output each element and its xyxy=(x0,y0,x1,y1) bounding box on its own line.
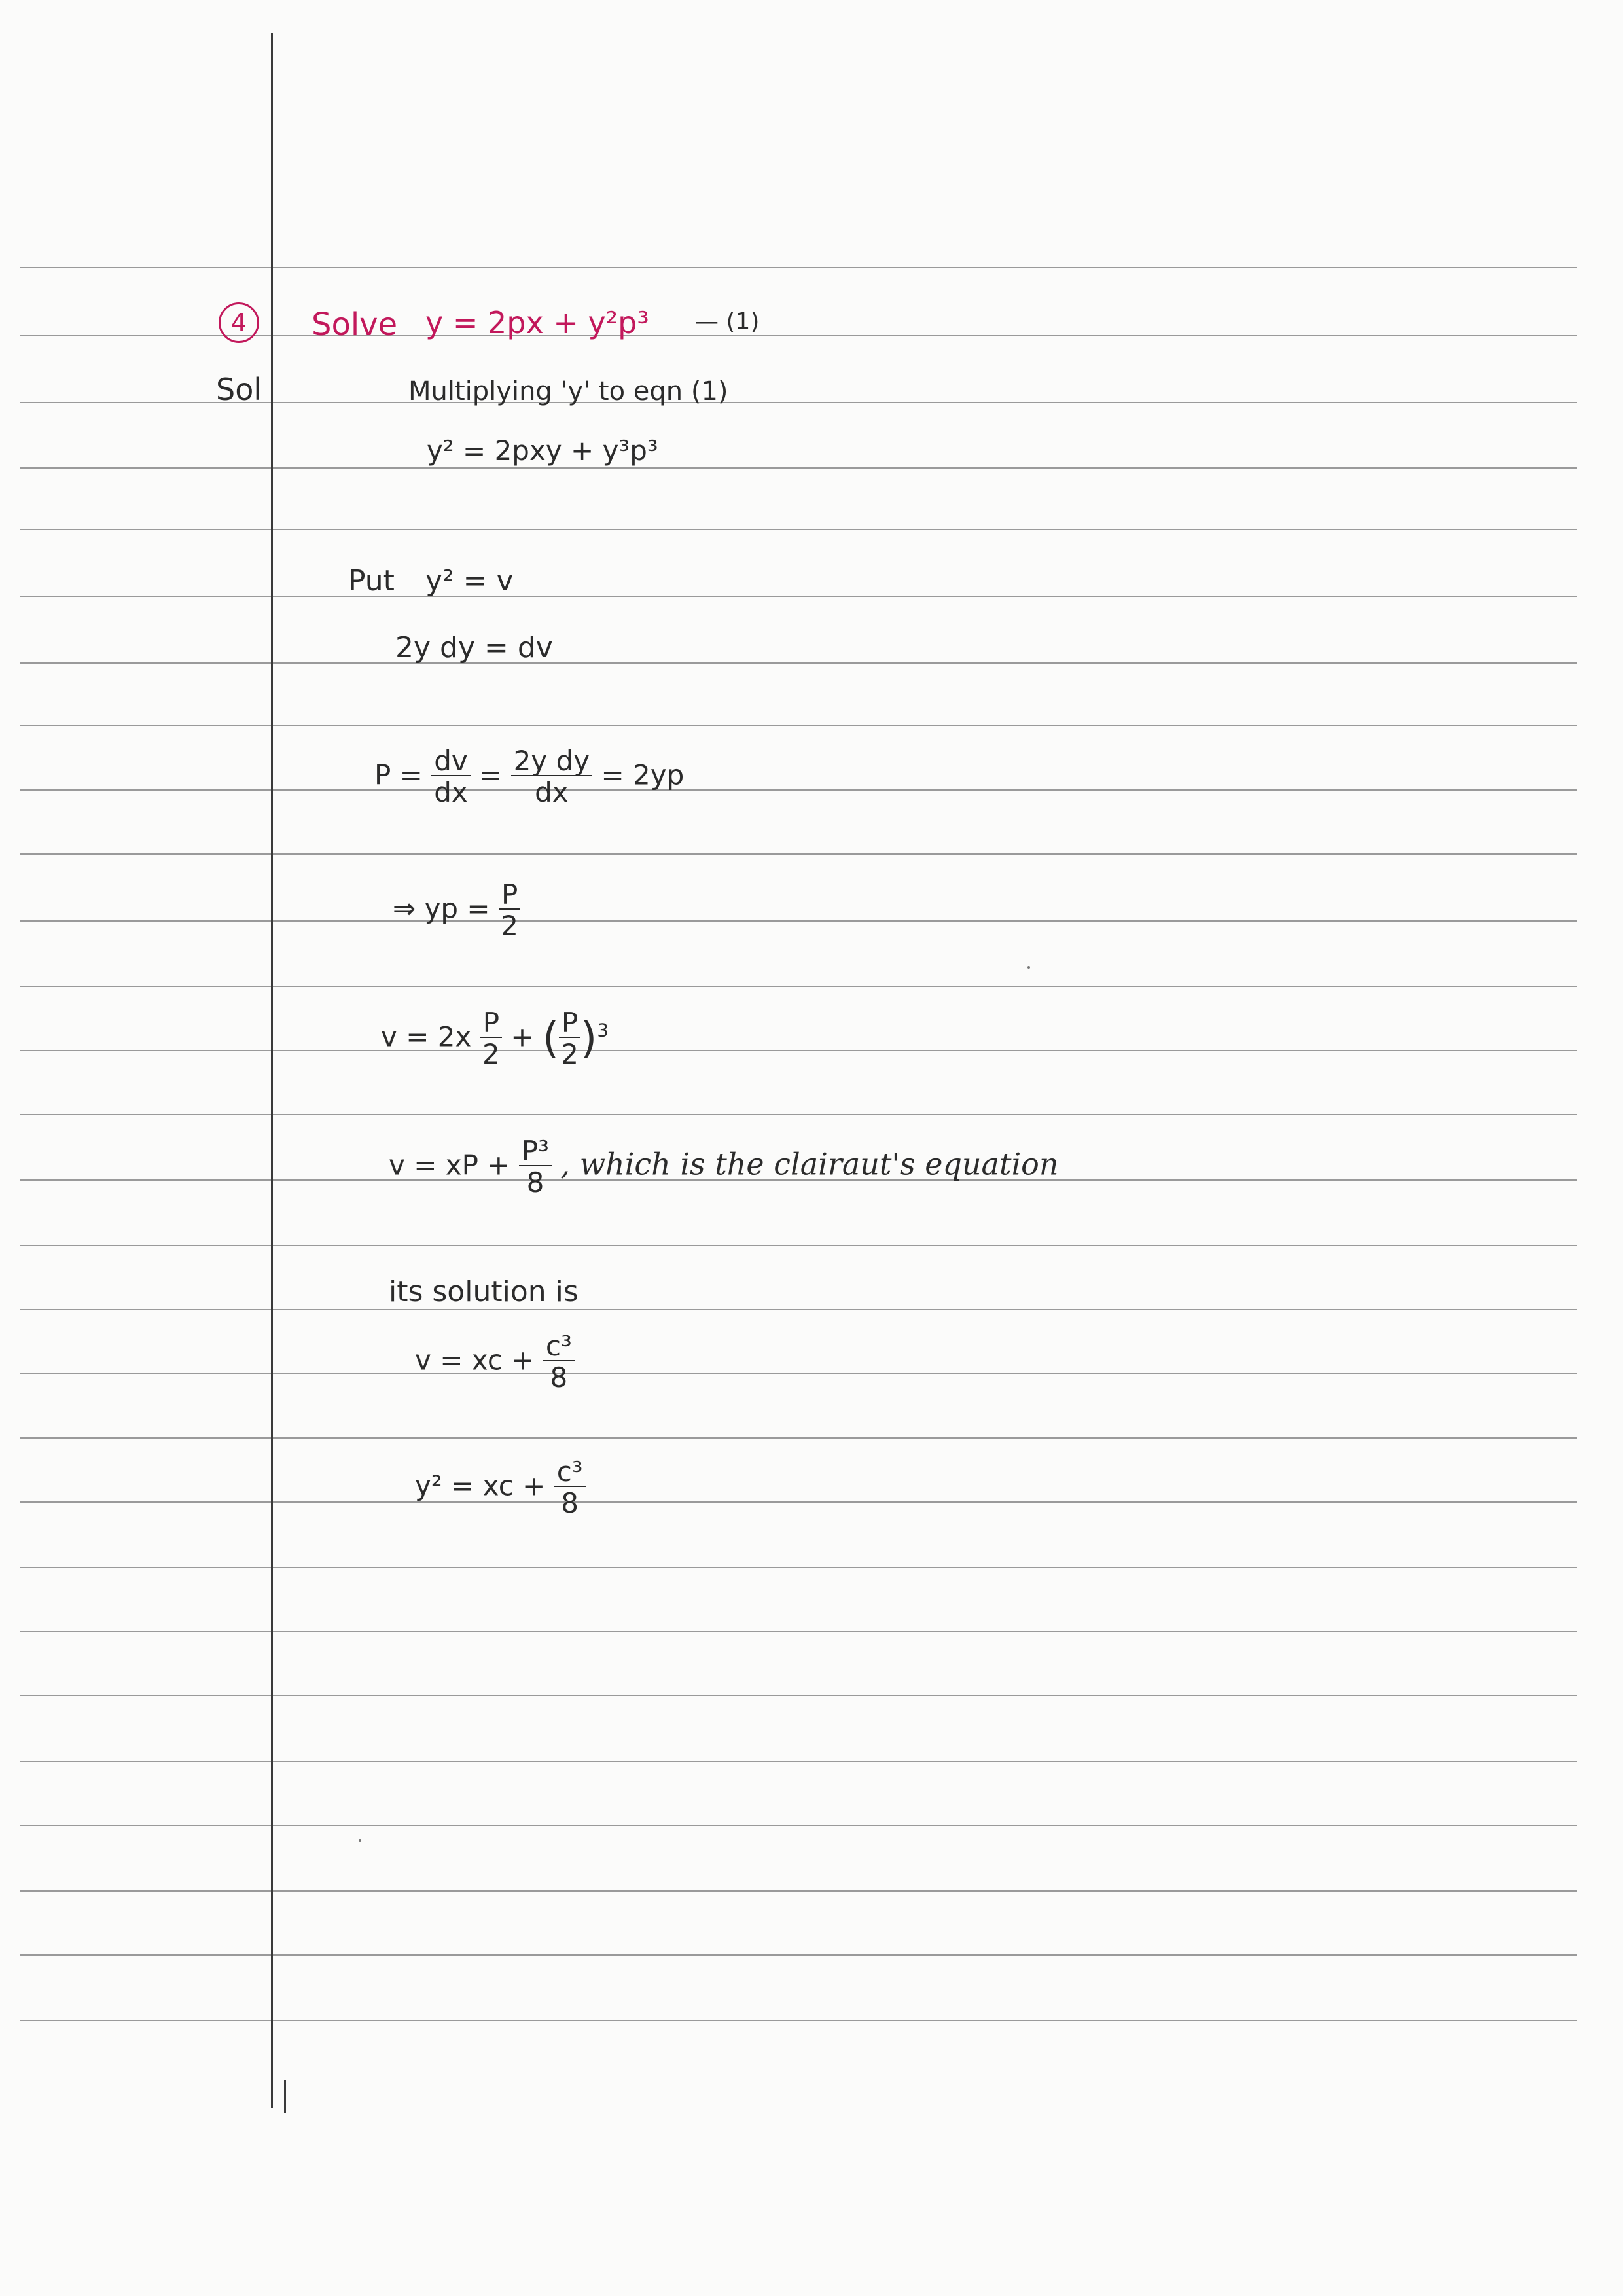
ruled-line xyxy=(20,1245,1577,1246)
ruled-line xyxy=(20,1050,1577,1051)
ruled-line xyxy=(20,1567,1577,1568)
ruled-line xyxy=(20,596,1577,597)
sol1-fraction xyxy=(543,1330,575,1393)
subst-fraction-2 xyxy=(559,1009,580,1068)
multiply-step: Multiplying 'y' to eqn (1) xyxy=(408,376,728,406)
p-cubed-over-8-fraction xyxy=(519,1135,552,1198)
ruled-line xyxy=(20,1825,1577,1826)
ruled-line xyxy=(20,1114,1577,1115)
sol1-lhs: v = xc + xyxy=(415,1344,535,1376)
p-rhs: = 2yp xyxy=(601,759,685,791)
ruled-line xyxy=(20,1631,1577,1632)
question-number: 4 xyxy=(219,302,259,343)
p-lhs: P = xyxy=(374,759,423,791)
ruled-line xyxy=(20,725,1577,726)
sol2-lhs: y² = xc + xyxy=(415,1469,546,1502)
implies-line xyxy=(393,878,520,942)
ruled-line xyxy=(20,1954,1577,1956)
substituted-equation: v = 2x $\frac{P}{2}$ + ( $\frac{P}{2}$ )$^3$ xyxy=(381,1007,609,1070)
subst-fraction-1-denominator: 2 xyxy=(482,1038,500,1070)
general-solution-y xyxy=(415,1458,586,1517)
clairaut-note: , which is the clairaut's equation xyxy=(560,1146,1059,1182)
ruled-line xyxy=(20,1501,1577,1503)
p-cubed-denominator: 8 xyxy=(526,1166,544,1198)
problem-equation: y = 2px + y²p³ xyxy=(425,305,649,340)
p-cubed-numerator: P³ xyxy=(519,1138,552,1166)
2ydy-dx-numerator: 2y dy xyxy=(511,747,592,776)
2ydy-dx-denominator: dx xyxy=(535,776,569,808)
general-solution-v xyxy=(415,1330,575,1393)
ruled-line xyxy=(20,789,1577,791)
differential-equation: 2y dy = dv xyxy=(395,631,553,664)
paper-speck xyxy=(359,1839,361,1842)
ruled-line xyxy=(20,1761,1577,1762)
ruled-line xyxy=(20,1695,1577,1696)
clairaut-form xyxy=(389,1135,1059,1198)
ruled-line xyxy=(20,1373,1577,1374)
sol1-numerator: c³ xyxy=(543,1333,575,1361)
sol1-denominator: 8 xyxy=(550,1361,568,1393)
subst-plus: + xyxy=(510,1020,534,1053)
ruled-line xyxy=(20,529,1577,530)
ruled-line xyxy=(20,920,1577,922)
margin-line xyxy=(271,33,273,2108)
subst-fraction-1-numerator: P xyxy=(480,1009,502,1038)
dv-dx-fraction xyxy=(431,747,471,806)
ruled-line xyxy=(20,1890,1577,1892)
p-definition xyxy=(374,747,684,806)
subst-fraction-2-denominator: 2 xyxy=(561,1038,579,1070)
subst-power: 3 xyxy=(597,1019,609,1041)
p-over-2-fraction xyxy=(499,878,520,942)
sol2-denominator: 8 xyxy=(561,1487,579,1519)
equation-tag: — (1) xyxy=(695,308,760,335)
sol2-numerator: c³ xyxy=(554,1458,586,1487)
its-solution-label: its solution is xyxy=(389,1275,579,1308)
dv-dx-numerator: dv xyxy=(431,747,471,776)
p-over-2-denominator: 2 xyxy=(501,910,519,942)
subst-lhs: v = 2x xyxy=(381,1020,472,1053)
sol2-fraction xyxy=(554,1458,586,1517)
implies-arrow: ⇒ xyxy=(393,892,416,925)
paper-speck xyxy=(1027,966,1030,969)
ruled-line xyxy=(20,853,1577,855)
ruled-line xyxy=(20,986,1577,987)
multiplied-equation: y² = 2pxy + y³p³ xyxy=(427,435,658,467)
substitution-equation: y² = v xyxy=(425,564,514,598)
ruled-line xyxy=(20,1437,1577,1439)
2ydy-dx-fraction xyxy=(511,747,592,806)
put-label: Put xyxy=(348,564,395,598)
ruled-line xyxy=(20,467,1577,469)
subst-fraction-1 xyxy=(480,1009,502,1068)
p-over-2-numerator: P xyxy=(499,881,520,910)
sol-label: Sol xyxy=(216,372,262,407)
ruled-line xyxy=(20,1309,1577,1310)
yp-lhs: yp = xyxy=(424,892,490,925)
p-equals: = xyxy=(479,759,503,791)
dv-dx-denominator: dx xyxy=(434,776,468,808)
ruled-line xyxy=(20,662,1577,664)
ruled-line xyxy=(20,2020,1577,2021)
ruled-line xyxy=(20,267,1577,268)
solve-label: Solve xyxy=(312,306,398,343)
subst-fraction-2-numerator: P xyxy=(559,1009,580,1038)
clairaut-lhs: v = xP + xyxy=(389,1149,510,1181)
margin-line-tail xyxy=(284,2080,286,2113)
